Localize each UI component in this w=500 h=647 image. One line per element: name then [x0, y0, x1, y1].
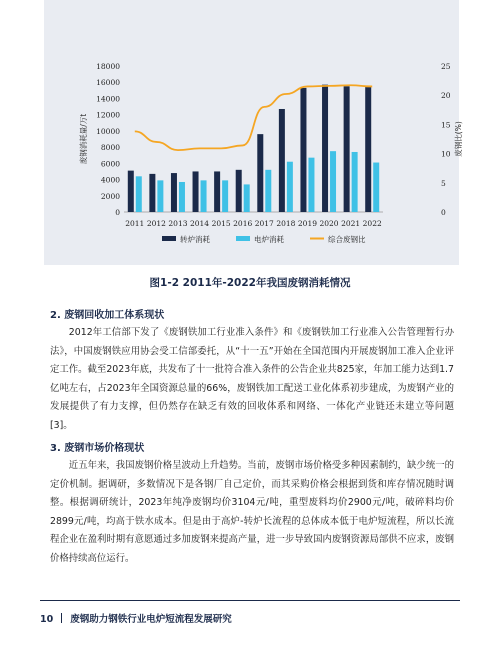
- bar-converter: [171, 173, 177, 212]
- bar-converter: [193, 171, 199, 212]
- legend-label: 电炉消耗: [254, 235, 284, 244]
- y-tick-label: 0: [115, 208, 120, 217]
- y-tick-label: 4000: [100, 175, 120, 185]
- y2-tick-label: 5: [441, 178, 446, 188]
- bar-eaf: [308, 158, 314, 212]
- x-tick-label: 2020: [319, 219, 339, 228]
- y-tick-label: 10000: [96, 126, 120, 136]
- chart-panel: [44, 0, 463, 265]
- line-scrap-ratio: [135, 85, 372, 150]
- legend-label: 转炉消耗: [180, 235, 210, 244]
- page-number: 10: [40, 614, 54, 625]
- x-tick-label: 2015: [211, 219, 231, 228]
- bar-eaf: [287, 162, 293, 212]
- x-tick-label: 2017: [254, 219, 274, 228]
- y-tick-label: 16000: [96, 78, 120, 88]
- paragraph: 2012年工信部下发了《废钢铁加工行业准入条件》和《废钢铁加工行业准入公告管理暂行办法》，中国废钢铁应用协会受工信部委托，从“十一五”开始在全国范围内开展废钢加工准入企业评定工作。截至2023年底，共发布了十一批符合准入条件的公告企业共825家，年加工能力达到1.7亿吨左右，占2023年全国资源总量的66%，废钢铁加工配送工业化体系初步建成，为废钢产业的发展提供了有力支撑，但仍然存在缺乏有效的回收体系和网络、一体化产业链还未建立等问题[3]。: [50, 327, 454, 431]
- y-tick-label: 6000: [100, 159, 120, 169]
- y2-tick-label: 0: [441, 208, 446, 217]
- y-tick-label: 2000: [100, 191, 120, 201]
- bar-converter: [300, 88, 306, 212]
- y2-axis-label: 废钢比(%): [454, 121, 463, 157]
- y-tick-label: 8000: [100, 143, 120, 153]
- x-tick-label: 2022: [362, 219, 382, 228]
- bar-eaf: [330, 151, 336, 212]
- x-tick-label: 2014: [189, 219, 210, 228]
- footer-divider: [40, 600, 460, 601]
- y-tick-label: 14000: [96, 94, 120, 104]
- legend-swatch: [236, 236, 250, 241]
- bar-eaf: [265, 170, 271, 212]
- y2-tick-label: 10: [441, 149, 451, 159]
- section-body-recycling: [50, 324, 454, 435]
- y-tick-label: 12000: [96, 110, 120, 120]
- bar-eaf: [201, 180, 207, 212]
- bar-eaf: [179, 182, 185, 212]
- bar-converter: [279, 109, 285, 212]
- bar-converter: [149, 174, 155, 212]
- y2-tick-label: 15: [441, 120, 451, 130]
- scrap-consumption-chart: [44, 0, 463, 265]
- bar-converter: [236, 170, 242, 212]
- x-tick-label: 2013: [168, 219, 188, 228]
- bar-converter: [214, 171, 220, 212]
- bar-converter: [128, 171, 134, 212]
- bar-eaf: [157, 180, 163, 212]
- legend-swatch: [162, 236, 176, 241]
- y-tick-label: 18000: [96, 62, 120, 71]
- bar-eaf: [373, 163, 379, 212]
- y-axis-label: 废钢消耗量/万t: [79, 113, 88, 165]
- legend-label: 综合废钢比: [328, 235, 366, 244]
- footer-title: 废钢助力钢铁行业电炉短流程发展研究: [70, 614, 232, 625]
- x-tick-label: 2012: [146, 219, 166, 228]
- y2-tick-label: 20: [441, 91, 451, 101]
- bar-eaf: [222, 180, 228, 212]
- x-tick-label: 2021: [341, 219, 361, 228]
- bar-eaf: [244, 184, 250, 212]
- x-tick-label: 2019: [297, 219, 318, 228]
- bar-eaf: [136, 176, 142, 212]
- figure-caption: 图1-2 2011年-2022年我国废钢消耗情况: [149, 277, 351, 289]
- x-tick-label: 2011: [125, 219, 145, 228]
- bar-converter: [344, 86, 350, 212]
- bar-converter: [322, 85, 328, 212]
- bar-eaf: [352, 152, 358, 212]
- footer-separator: [61, 613, 62, 623]
- page-footer: [40, 611, 232, 625]
- x-tick-label: 2018: [276, 219, 296, 228]
- x-tick-label: 2016: [233, 219, 253, 228]
- y2-tick-label: 25: [441, 62, 451, 71]
- bar-converter: [365, 87, 371, 212]
- section-heading-recycling: 2. 废钢回收加工体系现状: [50, 310, 165, 321]
- section-body-price: [50, 457, 454, 568]
- bar-converter: [257, 134, 263, 212]
- paragraph: 近五年来，我国废钢价格呈波动上升趋势。当前，废钢市场价格受多种因素制约，缺少统一的定价机制。据调研，多数情况下是各钢厂自己定价，而其采购价格会根据到货和库存情况随时调整。根据调研统计，2023年纯净废钢均价3104元/吨，重型废料均价2900元/吨，破碎料均价2899元/吨，均高于铁水成本。但是由于高炉-转炉长流程的总体成本低于电炉短流程，所以长流程企业在盈利时期有意愿通过多加废钢来提高产量，进一步导致国内废钢资源局部供不应求，废钢价格持续高位运行。: [50, 460, 454, 564]
- section-heading-price: 3. 废钢市场价格现状: [50, 443, 145, 454]
